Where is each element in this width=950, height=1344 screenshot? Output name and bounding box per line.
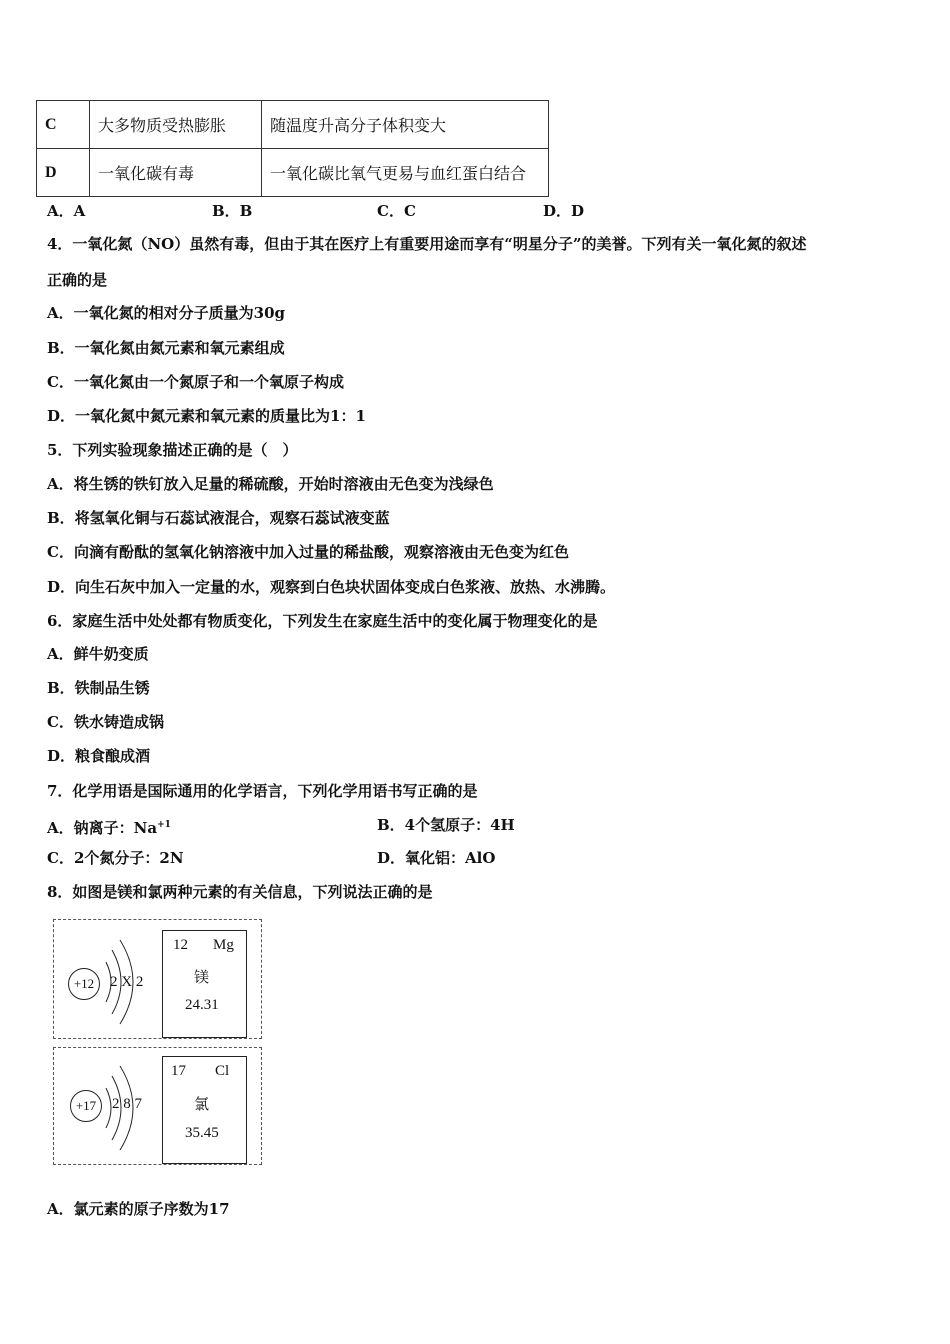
q6-stem: 6．家庭生活中处处都有物质变化，下列发生在家庭生活中的变化属于物理变化的是 — [47, 612, 598, 630]
mg-electron-shells: 2 X 2 — [110, 974, 144, 990]
q4-stem-line2: 正确的是 — [47, 271, 108, 289]
q3-option-c: C．C — [377, 202, 416, 220]
cl-symbol: Cl — [215, 1063, 230, 1079]
q4-option-b: B．一氧化氮由氮元素和氧元素组成 — [47, 339, 285, 357]
q3-option-a: A．A — [47, 202, 86, 220]
q5-option-d: D．向生石灰中加入一定量的水，观察到白色块状固体变成白色浆液、放热、水沸腾。 — [47, 578, 616, 596]
cl-name: 氯 — [194, 1095, 210, 1113]
q8-option-a: A．氯元素的原子序数为17 — [47, 1200, 230, 1218]
chlorine-info-box — [53, 1047, 262, 1165]
q4-option-c: C．一氧化氮由一个氮原子和一个氧原子构成 — [47, 373, 344, 391]
q8-stem: 8．如图是镁和氯两种元素的有关信息，下列说法正确的是 — [47, 883, 433, 901]
q3-option-d: D．D — [543, 202, 585, 220]
mg-symbol: Mg — [213, 937, 234, 953]
mg-nucleus: +12 — [68, 968, 100, 1000]
q4-stem-line1: 4．一氧化氮（NO）虽然有毒，但由于其在医疗上有重要用途而享有“明星分子”的美誉。下列有关一氧化氮的叙述 — [47, 235, 807, 253]
table-cell-explanation: 随温度升高分子体积变大 — [262, 101, 549, 149]
answer-table — [36, 100, 549, 197]
q5-option-c: C．向滴有酚酞的氢氧化钠溶液中加入过量的稀盐酸，观察溶液由无色变为红色 — [47, 543, 569, 561]
q6-option-c: C．铁水铸造成锅 — [47, 713, 164, 731]
table-cell-phenomenon: 大多物质受热膨胀 — [90, 101, 262, 149]
mg-atomic-number: 12 — [173, 937, 188, 953]
q6-option-d: D．粮食酿成酒 — [47, 747, 151, 765]
cl-electron-shells: 2 8 7 — [112, 1096, 142, 1112]
q7-option-b: B．4个氢原子：4H — [377, 816, 515, 834]
q7-option-d: D．氧化铝：AlO — [377, 849, 496, 867]
cl-nucleus: +17 — [70, 1090, 102, 1122]
mg-name: 镁 — [194, 968, 210, 986]
cl-element-card — [162, 1056, 247, 1164]
q7-option-c: C．2个氮分子：2N — [47, 849, 184, 867]
q7-stem: 7．化学用语是国际通用的化学语言，下列化学用语书写正确的是 — [47, 782, 478, 800]
q5-stem: 5．下列实验现象描述正确的是（ ） — [47, 441, 298, 459]
q6-option-b: B．铁制品生锈 — [47, 679, 150, 697]
q5-option-b: B．将氢氧化铜与石蕊试液混合，观察石蕊试液变蓝 — [47, 509, 390, 527]
q5-option-a: A．将生锈的铁钉放入足量的稀硫酸，开始时溶液由无色变为浅绿色 — [47, 475, 494, 493]
q6-option-a: A．鲜牛奶变质 — [47, 645, 149, 663]
cl-atomic-number: 17 — [171, 1063, 186, 1079]
mg-atomic-mass: 24.31 — [185, 997, 219, 1013]
table-cell-phenomenon: 一氧化碳有毒 — [90, 149, 262, 197]
table-row — [37, 101, 549, 149]
table-cell-explanation: 一氧化碳比氧气更易与血红蛋白结合 — [262, 149, 549, 197]
q7-option-a — [47, 815, 171, 838]
mg-element-card — [162, 930, 247, 1038]
q7-option-a-charge: +1 — [157, 820, 171, 830]
table-row — [37, 149, 549, 197]
table-cell-label: C — [37, 101, 90, 149]
q4-option-a: A．一氧化氮的相对分子质量为30g — [47, 304, 286, 322]
table-cell-label: D — [37, 149, 90, 197]
q7-option-a-text: A．钠离子：Na — [47, 819, 158, 837]
q3-option-b: B．B — [212, 202, 253, 220]
magnesium-info-box — [53, 919, 262, 1039]
q4-option-d: D．一氧化氮中氮元素和氧元素的质量比为1：1 — [47, 407, 366, 425]
cl-atomic-mass: 35.45 — [185, 1125, 219, 1141]
